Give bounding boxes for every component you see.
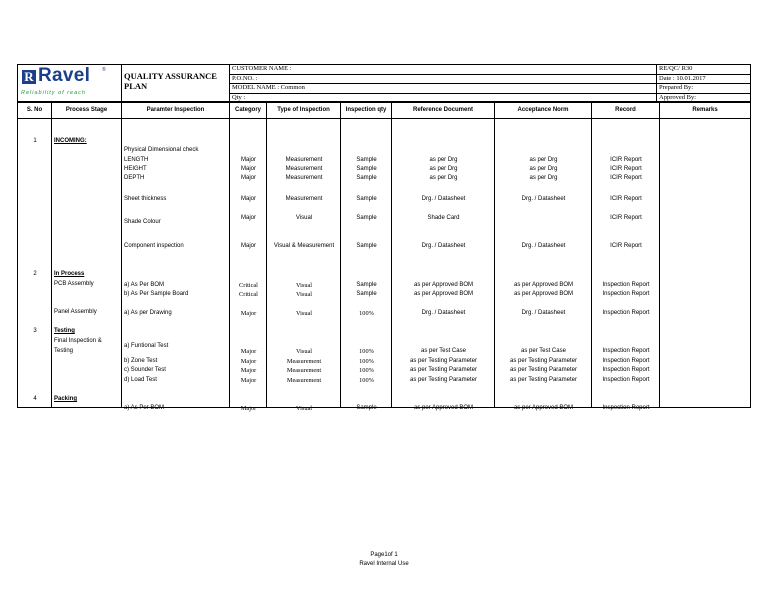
- category-cell: Critical: [239, 291, 258, 298]
- reference-column: [392, 119, 495, 411]
- category-cell: Major: [240, 367, 257, 374]
- type-cell: Measurement: [285, 157, 323, 163]
- param-sounder-test: c) Sounder Test: [124, 367, 166, 373]
- qty-cell: Sample: [356, 291, 377, 297]
- record-cell: ICIR Report: [610, 243, 642, 249]
- acceptance-cell: Drg. / Datasheet: [521, 310, 566, 316]
- record-cell: Inspection Report: [602, 377, 650, 383]
- col-process-stage: Process Stage: [52, 102, 122, 119]
- sno-2: 2: [33, 271, 37, 277]
- category-cell: Major: [240, 175, 256, 181]
- customer-name: CUSTOMER NAME :: [230, 65, 656, 75]
- qty-cell: 100%: [359, 377, 374, 384]
- reference-cell: as per Drg: [429, 175, 458, 181]
- customer-info: [230, 65, 657, 103]
- approved-by: Approved By:: [659, 93, 697, 101]
- reference-cell: as per Drg: [429, 166, 458, 172]
- type-cell: Visual: [295, 282, 313, 289]
- type-cell: Measurement: [286, 367, 322, 374]
- acceptance-cell: as per Test Case: [521, 348, 566, 354]
- sno-4: 4: [33, 396, 37, 402]
- acceptance-column: [495, 119, 592, 411]
- remarks-column: [660, 119, 751, 408]
- category-cell: Major: [240, 358, 257, 365]
- acceptance-cell: as per Drg: [529, 157, 558, 163]
- doc-ref: RE/QC/ R30: [657, 65, 750, 75]
- reference-cell: Drg. / Datasheet: [421, 243, 466, 249]
- acceptance-cell: Drg. / Datasheet: [521, 243, 566, 249]
- type-cell: Visual: [295, 405, 313, 412]
- parameter-column: [122, 119, 230, 411]
- reference-cell: Drg. / Datasheet: [421, 310, 466, 316]
- quantity: Qty :: [232, 93, 246, 101]
- stage-testing: Testing: [54, 328, 75, 334]
- acceptance-cell: as per Testing Parameter: [510, 377, 577, 383]
- category-column: [230, 119, 267, 412]
- reference-cell: as per Test Case: [421, 348, 466, 354]
- document-title: QUALITY ASSURANCE PLAN: [122, 65, 230, 103]
- stage-incoming: INCOMING:: [54, 138, 87, 144]
- reference-cell: Drg. / Datasheet: [421, 196, 466, 202]
- type-cell: Visual: [295, 310, 313, 317]
- logo-mark-icon: R: [22, 70, 36, 84]
- param-sample-board: b) As Per Sample Board: [124, 291, 189, 297]
- sno-1: 1: [33, 138, 37, 144]
- category-cell: Major: [240, 157, 256, 163]
- stage-packing: Packing: [54, 396, 78, 402]
- logo: [18, 65, 122, 103]
- qty-cell: Sample: [356, 243, 377, 249]
- param-packing-bom: a) As Per BOM: [124, 405, 165, 411]
- record-cell: ICIR Report: [610, 157, 642, 163]
- stage-pcb-assembly: PCB Assembly: [54, 281, 94, 287]
- qty-cell: Sample: [356, 405, 377, 411]
- record-cell: Inspection Report: [602, 367, 650, 373]
- qap-table: [17, 101, 751, 412]
- record-cell: Inspection Report: [602, 291, 650, 297]
- param-component: Component inspection: [124, 243, 184, 249]
- col-remarks: Remarks: [660, 102, 751, 119]
- acceptance-cell: as per Approved BOM: [513, 405, 574, 411]
- col-parameter: Paramter Inspection: [122, 102, 230, 119]
- record-cell: ICIR Report: [610, 175, 642, 181]
- param-sheet: Sheet thickness: [124, 196, 167, 202]
- type-cell: Visual: [295, 348, 313, 355]
- param-depth: DEPTH: [124, 175, 145, 181]
- logo-tagline: Reliability of reach: [21, 90, 86, 96]
- qty-cell: Sample: [356, 196, 377, 202]
- type-cell: Measurement: [285, 166, 323, 172]
- col-type: Type of Inspection: [267, 102, 341, 119]
- col-qty: Inspection qty: [341, 102, 392, 119]
- logo-registered: ®: [102, 67, 106, 73]
- col-reference: Reference Document: [392, 102, 495, 119]
- acceptance-cell: Drg. / Datasheet: [521, 196, 566, 202]
- qty-cell: Sample: [356, 157, 377, 163]
- model-name: MODEL NAME : Common: [230, 84, 656, 94]
- record-cell: ICIR Report: [610, 166, 642, 172]
- col-sno: S. No: [18, 102, 52, 119]
- reference-cell: as per Approved BOM: [413, 291, 474, 297]
- sno-3: 3: [33, 328, 37, 334]
- record-cell: Inspection Report: [602, 348, 650, 354]
- stage-testing-sub: Testing: [54, 348, 74, 354]
- col-acceptance: Acceptance Norm: [495, 102, 592, 119]
- category-cell: Major: [240, 243, 256, 249]
- category-cell: Major: [240, 166, 256, 172]
- acceptance-cell: as per Drg: [529, 166, 558, 172]
- acceptance-cell: as per Testing Parameter: [510, 367, 577, 373]
- record-cell: ICIR Report: [610, 215, 642, 221]
- record-cell: ICIR Report: [610, 196, 642, 202]
- param-shade: Shade Colour: [124, 219, 161, 225]
- acceptance-cell: as per Drg: [529, 175, 558, 181]
- stage-in-process: In Process: [54, 271, 85, 277]
- type-cell: Visual: [295, 291, 313, 298]
- type-column: [267, 119, 341, 412]
- type-cell: Visual: [295, 215, 313, 221]
- record-cell: Inspection Report: [602, 282, 650, 288]
- document-meta: [657, 65, 751, 103]
- col-category: Category: [230, 102, 267, 119]
- qty-cell: 100%: [359, 348, 374, 355]
- qty-cell: Sample: [356, 166, 377, 172]
- page-number: Page1of 1: [370, 552, 398, 558]
- qty-cell: 100%: [359, 358, 374, 365]
- stage-final-inspection: Final Inspection &: [54, 338, 102, 344]
- logo-word: Ravel: [38, 65, 91, 86]
- category-cell: Major: [240, 196, 256, 202]
- acceptance-cell: as per Approved BOM: [513, 291, 574, 297]
- category-cell: Major: [240, 377, 257, 384]
- param-zone-test: b) Zone Test: [124, 358, 158, 364]
- sno-column: [18, 119, 52, 408]
- header-table: [17, 64, 751, 103]
- reference-cell: as per Testing Parameter: [410, 358, 477, 364]
- category-cell: Major: [240, 310, 257, 317]
- po-number: P.O.NO. :: [230, 75, 656, 85]
- param-physical: Physical Dimensional check: [124, 147, 199, 153]
- record-cell: Inspection Report: [602, 310, 650, 316]
- category-cell: Major: [240, 215, 256, 221]
- process-stage-column: [52, 119, 122, 408]
- column-headers: [18, 102, 751, 119]
- acceptance-cell: as per Testing Parameter: [510, 358, 577, 364]
- footer-note: Ravel Internal Use: [359, 561, 409, 567]
- col-record: Record: [592, 102, 660, 119]
- qty-cell: 100%: [359, 367, 374, 374]
- reference-cell: as per Testing Parameter: [410, 377, 477, 383]
- type-cell: Measurement: [285, 196, 323, 202]
- stage-panel-assembly: Panel Assembly: [54, 309, 97, 315]
- qty-cell: Sample: [356, 282, 377, 288]
- type-cell: Visual & Measurement: [273, 243, 335, 249]
- category-cell: Major: [240, 348, 257, 355]
- reference-cell: as per Approved BOM: [413, 282, 474, 288]
- category-cell: Major: [240, 405, 257, 412]
- param-as-per-drawing: a) As per Drawing: [124, 310, 172, 316]
- qty-cell: 100%: [359, 310, 374, 317]
- qty-cell: Sample: [356, 215, 377, 221]
- param-as-per-bom: a) As Per BOM: [124, 282, 165, 288]
- param-load-test: d) Load Test: [124, 377, 157, 383]
- acceptance-cell: as per Approved BOM: [513, 282, 574, 288]
- param-functional-test: a) Funtional Test: [124, 343, 169, 349]
- reference-cell: Shade Card: [427, 215, 460, 221]
- doc-date: Date : 10.01.2017: [657, 75, 750, 85]
- param-height: HEIGHT: [124, 166, 147, 172]
- reference-cell: as per Approved BOM: [413, 405, 474, 411]
- record-cell: Inspection Report: [602, 358, 650, 364]
- type-cell: Measurement: [286, 358, 322, 365]
- param-length: LENGTH: [124, 157, 149, 163]
- type-cell: Measurement: [286, 377, 322, 384]
- type-cell: Measurement: [285, 175, 323, 181]
- prepared-by: Prepared By:: [657, 84, 750, 94]
- category-cell: Critical: [239, 282, 258, 289]
- qty-cell: Sample: [356, 175, 377, 181]
- record-column: [592, 119, 660, 411]
- reference-cell: as per Drg: [429, 157, 458, 163]
- qty-column: [341, 119, 392, 411]
- reference-cell: as per Testing Parameter: [410, 367, 477, 373]
- record-cell: Inspection Report: [602, 405, 650, 411]
